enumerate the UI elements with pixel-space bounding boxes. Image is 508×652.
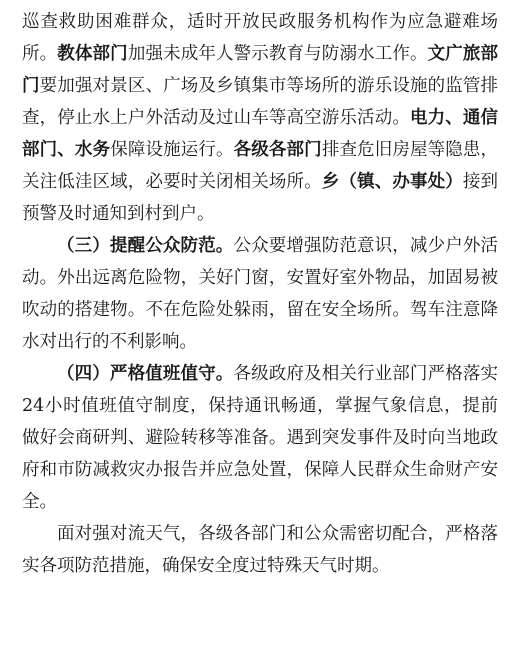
paragraph-public-precautions: [22, 230, 498, 358]
text-segment: 巡查救助困难群众，适时开放民政服务机构作为应急避难场所。: [22, 12, 498, 64]
paragraph-conclusion: [22, 518, 498, 582]
bold-all-departments: 各级各部门: [233, 140, 322, 160]
bold-department-education: 教体部门: [57, 44, 128, 64]
section-heading-3: （三）提醒公众防范。: [57, 236, 234, 256]
section-heading-4: （四）严格值班值守。: [57, 364, 234, 384]
bold-township-offices: 乡（镇、办事处）: [321, 172, 463, 192]
text-segment: 要加强对景区、广场及乡镇集市等场所的游乐设施的监管排查，停止水上户外活动及过山车等高空游乐活动。: [22, 76, 499, 128]
text-segment: 保障设施运行。: [110, 140, 234, 160]
text-segment: 加强未成年人警示教育与防溺水工作。: [127, 44, 428, 64]
bold-department-utilities: 电力、通信部门、水务: [22, 108, 499, 160]
text-segment: 接到预警及时通知到村到户。: [22, 172, 499, 224]
paragraph-department-duties: [22, 6, 498, 230]
paragraph-duty-shifts: [22, 358, 498, 518]
bold-department-culture-tourism: 文广旅部门: [22, 44, 499, 96]
section-body-4: 各级政府及相关行业部门严格落实24小时值班值守制度，保持通讯畅通，掌握气象信息，提前做好会商研判、避险转移等准备。遇到突发事件及时向当地政府和市防减救灾办报告并应急处置，保障人民群众生命财产安全。: [22, 364, 499, 512]
conclusion-body: 面对强对流天气，各级各部门和公众需密切配合，严格落实各项防范措施，确保安全度过特殊天气时期。: [22, 524, 498, 576]
section-body-3: 公众要增强防范意识，减少户外活动。外出远离危险物，关好门窗，安置好室外物品，加固易被吹动的搭建物。不在危险处躲雨，留在安全场所。驾车注意降水对出行的不利影响。: [22, 236, 499, 352]
text-segment: 排查危旧房屋等隐患，关注低洼区域，必要时关闭相关场所。: [22, 140, 499, 192]
